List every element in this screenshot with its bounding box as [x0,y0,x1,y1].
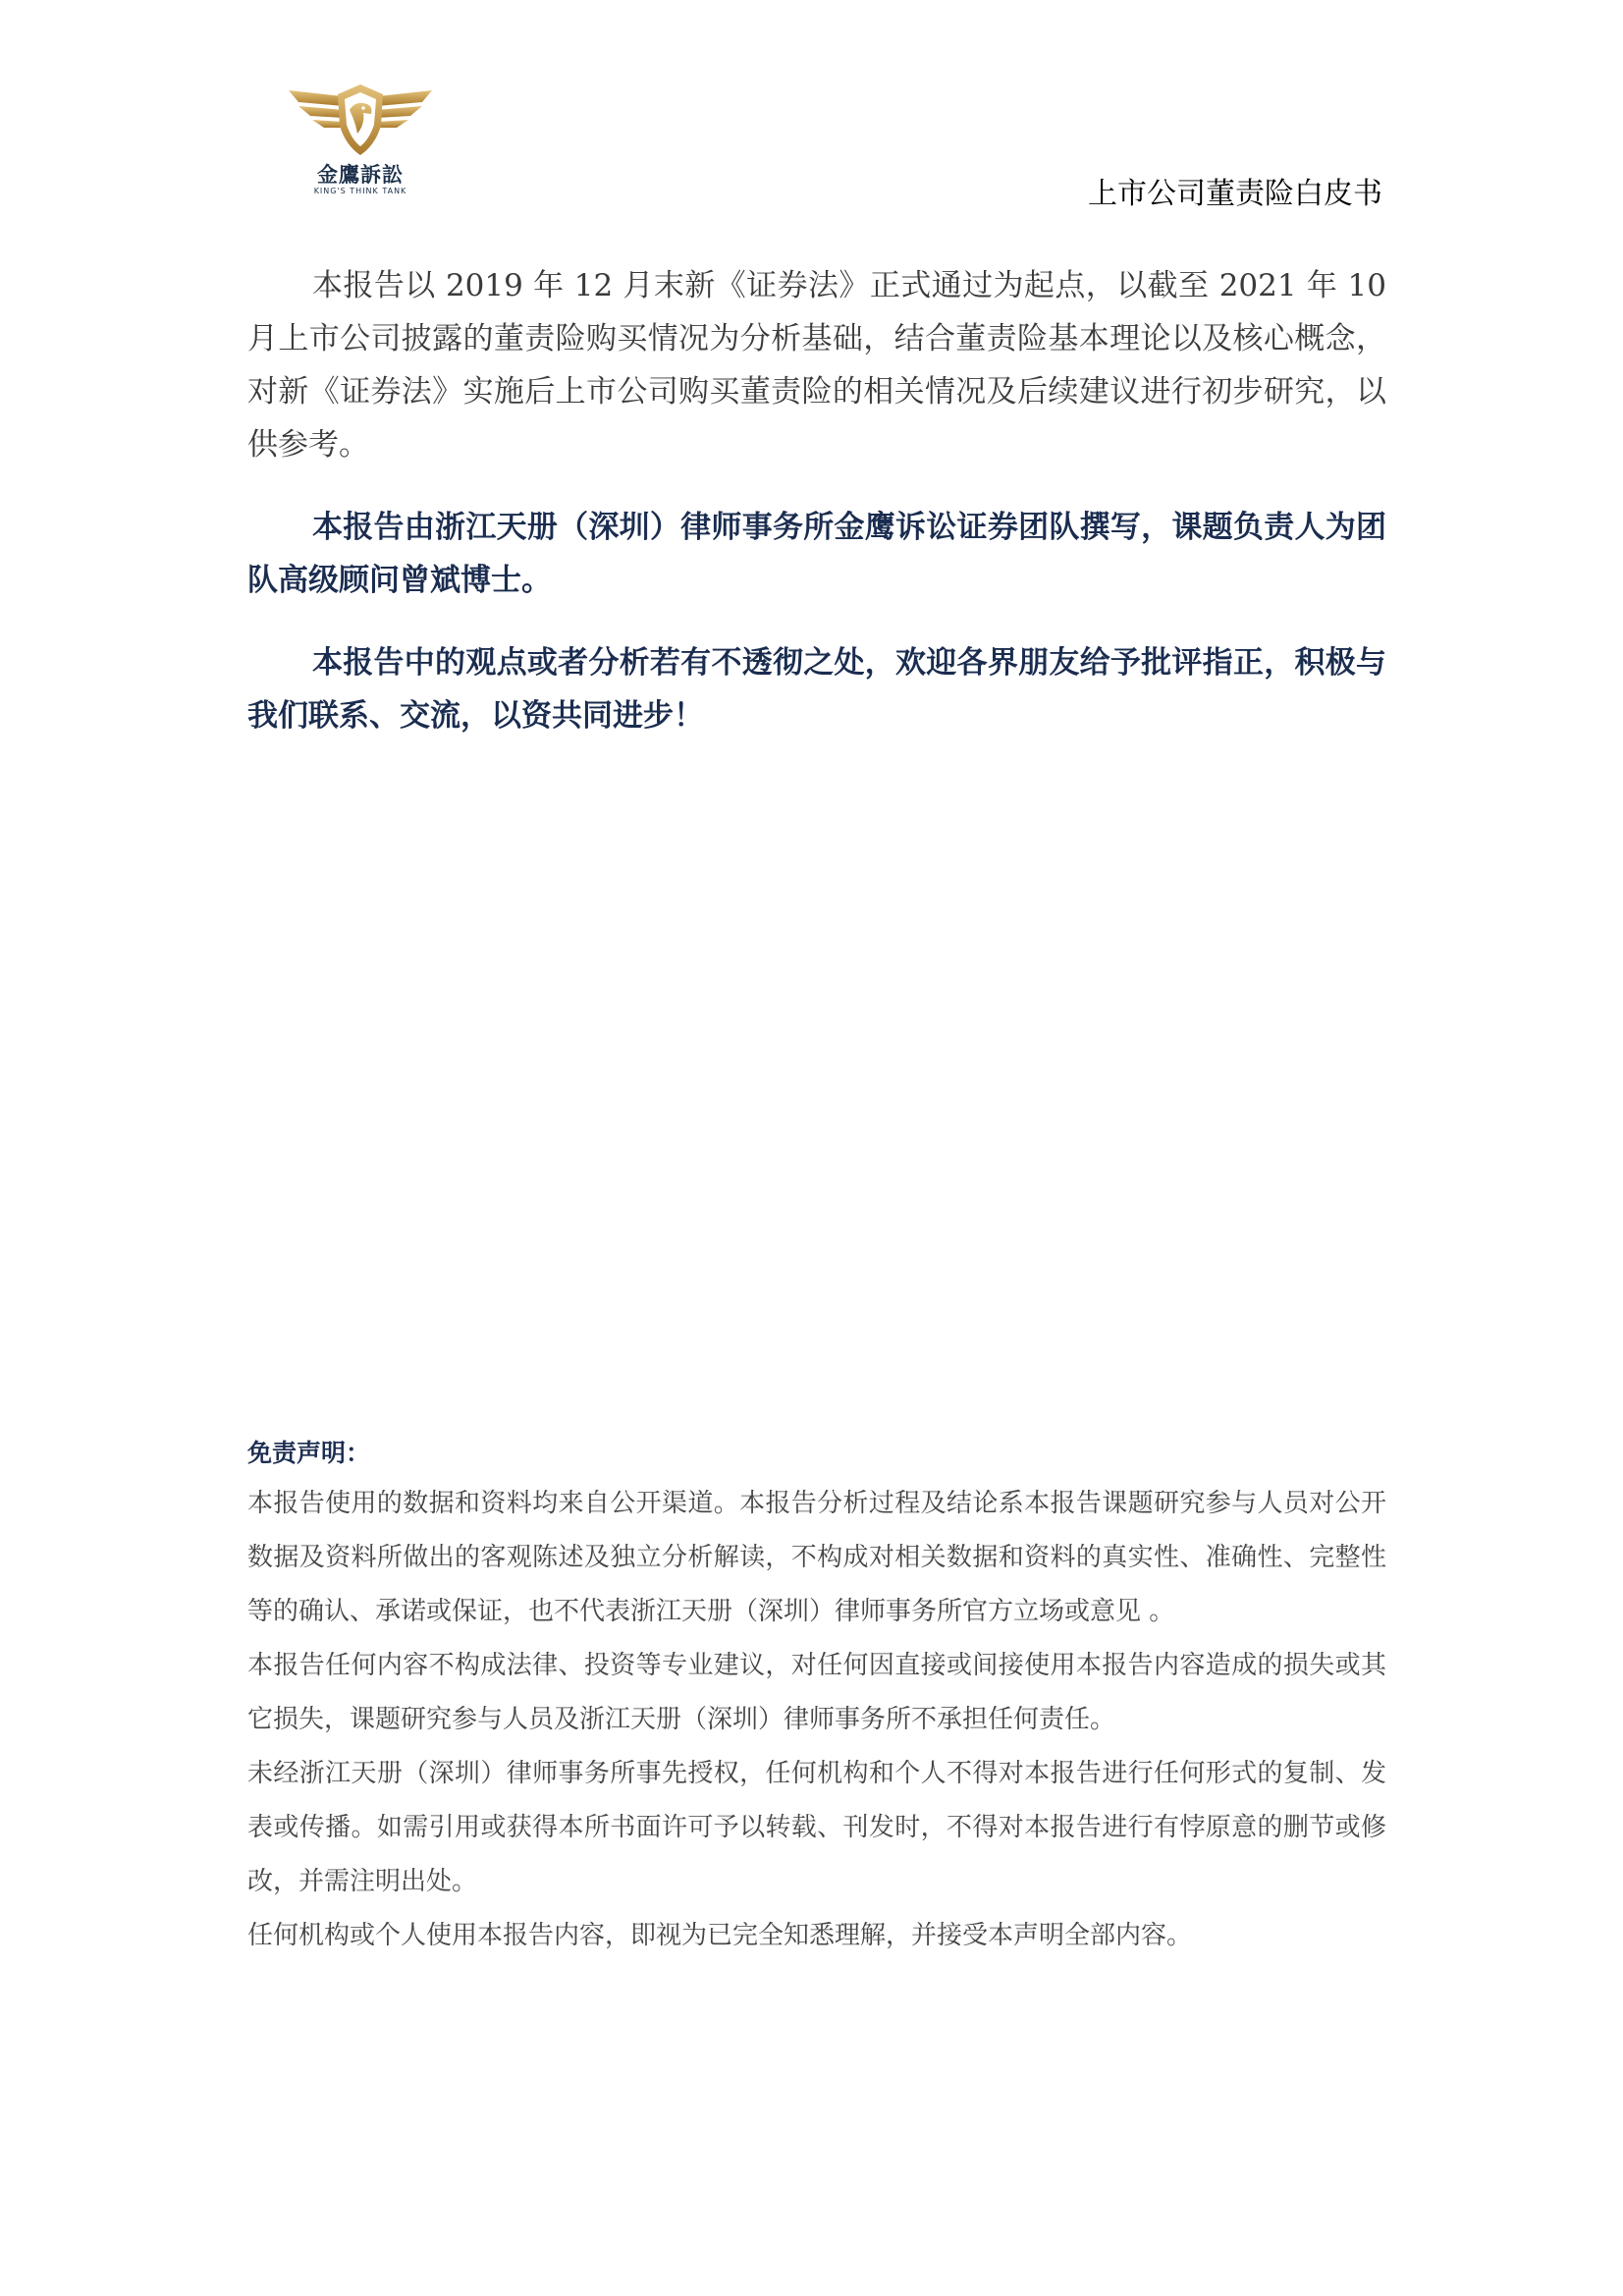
logo [277,81,444,198]
disclaimer-title: 免责声明： [247,1439,371,1467]
eagle-shield-icon [285,81,436,159]
disclaimer-paragraph: 本报告任何内容不构成法律、投资等专业建议，对任何因直接或间接使用本报告内容造成的损失或其它损失，课题研究参与人员及浙江天册（深圳）律师事务所不承担任何责任。 [247,1651,1386,1734]
intro-paragraph-authors: 本报告由浙江天册（深圳）律师事务所金鹰诉讼证券团队撰写，课题负责人为团队高级顾问曾斌博士。 [247,510,1386,598]
intro-paragraph-feedback: 本报告中的观点或者分析若有不透彻之处，欢迎各界朋友给予批评指正，积极与我们联系、交流，以资共同进步！ [247,645,1386,734]
report-title: 上市公司董责险白皮书 [1088,177,1382,211]
intro-section [247,259,1386,772]
disclaimer-paragraph: 任何机构或个人使用本报告内容，即视为已完全知悉理解，并接受本声明全部内容。 [247,1921,1193,1950]
intro-paragraph: 本报告以 2019 年 12 月末新《证券法》正式通过为起点，以截至 2021 年 10 月上市公司披露的董责险购买情况为分析基础，结合董责险基本理论以及核心概念，对新《证券法》实施后上市公司购买董责险的相关情况及后续建议进行初步研究，以供参考。 [247,268,1386,463]
logo-name-en: KING'S THINK TANK [313,187,407,195]
disclaimer-section [247,1434,1386,1963]
disclaimer-paragraph: 未经浙江天册（深圳）律师事务所事先授权，任何机构和个人不得对本报告进行任何形式的复制、发表或传播。如需引用或获得本所书面许可予以转载、刊发时，不得对本报告进行有悖原意的删节或修改，并需注明出处。 [247,1759,1386,1896]
logo-name-cn: 金鷹訴訟 [317,162,404,187]
disclaimer-paragraph: 本报告使用的数据和资料均来自公开渠道。本报告分析过程及结论系本报告课题研究参与人员对公开数据及资料所做出的客观陈述及独立分析解读，不构成对相关数据和资料的真实性、准确性、完整性等的确认、承诺或保证，也不代表浙江天册（深圳）律师事务所官方立场或意见 。 [247,1489,1386,1626]
